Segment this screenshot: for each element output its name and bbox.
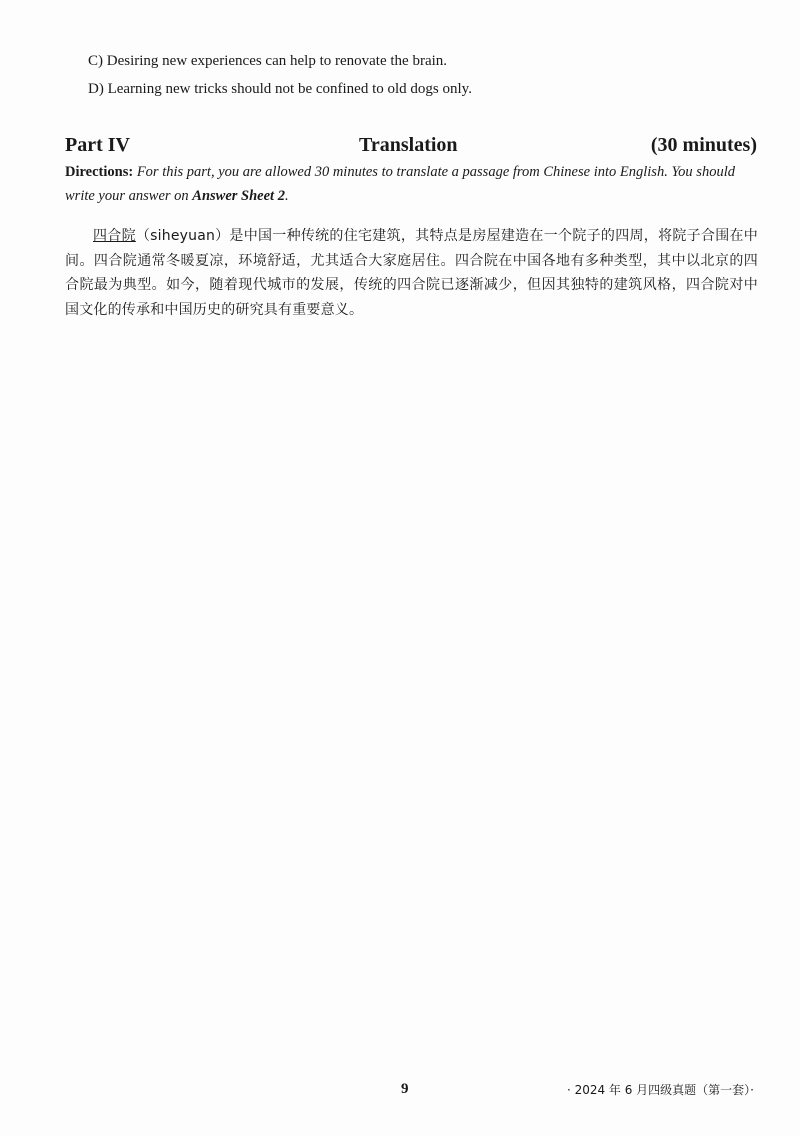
page-number: 9 [401, 1081, 409, 1097]
section-title: Translation [359, 134, 458, 156]
directions-label: Directions: [65, 164, 134, 180]
directions-end: . [284, 188, 289, 204]
answer-sheet-reference: Answer Sheet 2 [192, 188, 285, 204]
answer-option-d: D) Learning new tricks should not be confined to old dogs only. [88, 81, 472, 97]
part-title: Part IV [65, 134, 130, 156]
translation-passage [65, 224, 758, 322]
exam-footer-tag: · 2024 年 6 月四级真题（第一套）· [566, 1083, 754, 1097]
time-limit: (30 minutes) [650, 134, 757, 156]
passage-text: （siheyuan）是中国一种传统的住宅建筑，其特点是房屋建造在一个院子的四周，将院子合围在中间。四合院通常冬暖夏凉，环境舒适，尤其适合大家庭居住。四合院在中国各地有多种类型，其中以北京的四合院最为典型。如今，随着现代城市的发展，传统的四合院已逐渐减少，但因其独特的建筑风格，四合院对中国文化的传承和中国历史的研究具有重要意义。 [65, 228, 758, 318]
passage-term: 四合院 [93, 228, 136, 244]
part-header [65, 134, 757, 160]
directions [65, 160, 760, 208]
answer-option-c: C) Desiring new experiences can help to renovate the brain. [88, 53, 448, 69]
directions-text: For this part, you are allowed 30 minutes to translate a passage from Chinese into English. You should write your answer on [65, 164, 735, 204]
